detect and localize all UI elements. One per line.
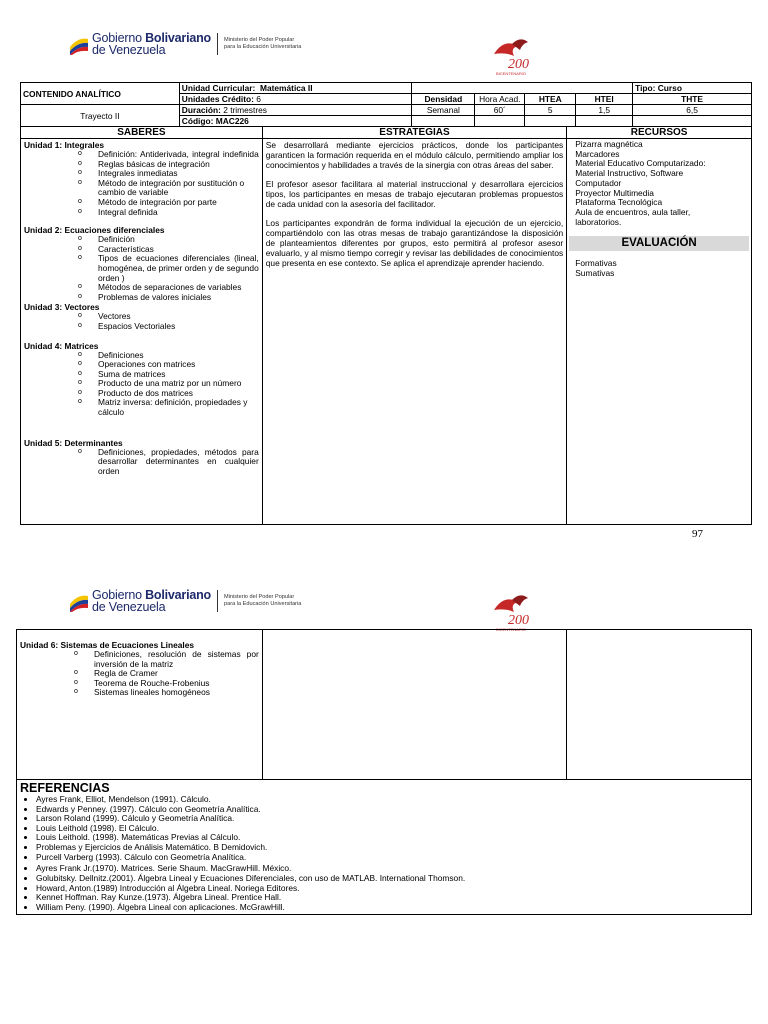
- content-table-page1: [20, 126, 752, 525]
- tipo-label: Tipo: Curso: [633, 83, 752, 94]
- referencias-title: REFERENCIAS: [20, 781, 110, 795]
- recurso-item: Aula de encuentros, aula taller,: [575, 206, 691, 217]
- recurso-item: Material Educativo Computarizado:: [575, 158, 706, 169]
- list-item: o Definiciones: [78, 351, 259, 361]
- contenido-label: CONTENIDO ANALÍTICO: [21, 83, 180, 105]
- estrategia-paragraph: Los participantes expondrán de forma individual la ejecución de un ejercicio, compartiéndolo con las otras mesas de trabajo garantizándose la disposición de planteamientos diferentes por grupos, esto permitirá al profesor asesor evaluarlo, y al mismo tiempo corregir y revisar las debilidades de conocimientos que presenta en ese contexto. Se aplica el aprendizaje aprender haciendo.: [265, 218, 564, 268]
- reference-item: • Howard, Anton.(1989) Introducción al Álgebra Lineal. Noriega Editores.: [36, 884, 748, 894]
- recursos-list: [575, 140, 743, 227]
- htei-value: 1,5: [576, 105, 633, 116]
- government-logo: [68, 32, 301, 56]
- svg-text:200: 200: [508, 613, 529, 628]
- list-item: o Producto de dos matrices: [78, 389, 259, 399]
- list-item: o Características: [78, 245, 259, 255]
- recurso-item: laboratorios.: [575, 216, 622, 227]
- codigo: Código: MAC226: [179, 116, 412, 127]
- trayecto: Trayecto II: [21, 105, 180, 127]
- unit-items: [24, 235, 259, 302]
- reference-item: • Kennet Hoffman. Ray Kunze.(1973). Álgebra Lineal. Prentice Hall.: [36, 893, 748, 903]
- htei-label: HTEI: [576, 94, 633, 105]
- recursos-header: RECURSOS: [567, 127, 752, 139]
- unit-items: [24, 448, 259, 477]
- reference-item: • Purcell Varberg (1993). Cálculo con Geometría Analítica.: [36, 853, 748, 863]
- list-item: o Suma de matrices: [78, 370, 259, 380]
- hora-value: 60´: [475, 105, 525, 116]
- flag-emblem-icon: [68, 590, 90, 612]
- reference-item: • Ayres Frank Jr.(1970). Matrices. Serie Shaum. MacGrawHill. México.: [36, 862, 748, 874]
- list-item: o Teorema de Rouche-Frobenius: [74, 679, 259, 689]
- unit6-cell: [17, 630, 263, 780]
- government-name: Gobierno Bolivariano de Venezuela: [92, 588, 211, 614]
- list-item: o Definición: Antiderivada, integral indefinida: [78, 150, 259, 160]
- ministry-name: Ministerio del Poder Popular para la Educación Universitaria: [223, 37, 302, 50]
- reference-item: • Problemas y Ejercicios de Análisis Matemático. B Demidovich.: [36, 843, 748, 853]
- unit-title: Unidad 1: Integrales: [24, 140, 105, 150]
- list-item: o Integrales inmediatas: [78, 169, 259, 179]
- content-table-page2: [16, 629, 752, 915]
- list-item: o Matriz inversa: definición, propiedades y cálculo: [78, 398, 259, 417]
- page-number: 97: [692, 528, 703, 540]
- htea-label: HTEA: [525, 94, 576, 105]
- course-info-table: [20, 82, 752, 127]
- list-item: o Definición: [78, 235, 259, 245]
- unit-title: Unidad 4: Matrices: [24, 340, 99, 351]
- svg-text:200: 200: [508, 57, 529, 72]
- duracion: Duración: 2 trimestres: [179, 105, 412, 116]
- list-item: o Reglas básicas de integración: [78, 160, 259, 170]
- reference-item: • Ayres Frank, Elliot, Mendelson (1991). Cálculo.: [36, 795, 748, 805]
- unit-items: [24, 312, 259, 331]
- estrategias-column: [262, 139, 566, 525]
- unidad-curricular: Unidad Curricular: Matemática II: [179, 83, 412, 94]
- evaluacion-item: Formativas: [575, 258, 617, 269]
- bicentenario-logo: [488, 592, 544, 632]
- reference-item: • Larson Roland (1999). Cálculo y Geometría Analítica.: [36, 814, 748, 824]
- estrategias-header: ESTRATEGIAS: [262, 127, 566, 139]
- unit-title: Unidad 2: Ecuaciones diferenciales: [24, 225, 165, 236]
- recurso-item: Pizarra magnética: [575, 139, 643, 149]
- unit-items: [20, 650, 259, 698]
- unit-items: [24, 150, 259, 217]
- list-item: o Vectores: [78, 312, 259, 322]
- list-item: o Tipos de ecuaciones diferenciales (lineal, homogénea, de primer orden y de segundo orden ): [78, 254, 259, 283]
- evaluacion-item: Sumativas: [575, 268, 615, 279]
- list-item: o Regla de Cramer: [74, 669, 259, 679]
- list-item: o Métodos de separaciones de variables: [78, 283, 259, 293]
- referencias-list: [20, 795, 748, 913]
- list-item: o Método de integración por parte: [78, 198, 259, 208]
- saberes-column: [21, 139, 263, 525]
- thte-label: THTE: [633, 94, 752, 105]
- recurso-item: Computador: [575, 177, 622, 188]
- list-item: o Sistemas lineales homogéneos: [74, 688, 259, 698]
- saberes-header: SABERES: [21, 127, 263, 139]
- densidad-value: Semanal: [412, 105, 475, 116]
- unit-title: Unidad 6: Sistemas de Ecuaciones Lineales: [20, 640, 195, 650]
- svg-text:BICENTENARIO: BICENTENARIO: [496, 71, 527, 76]
- unidades-credito: Unidades Crédito: 6: [179, 94, 412, 105]
- evaluacion-list: [575, 259, 743, 278]
- svg-text:BICENTENARIO: BICENTENARIO: [496, 627, 527, 632]
- unit-title: Unidad 5: Determinantes: [24, 437, 123, 448]
- flag-emblem-icon: [68, 33, 90, 55]
- government-name: Gobierno Bolivariano de Venezuela: [92, 31, 211, 57]
- recurso-item: Plataforma Tecnológica: [575, 197, 663, 208]
- recurso-item: Proyector Multimedia: [575, 187, 654, 198]
- list-item: o Definiciones, resolución de sistemas por inversión de la matriz: [74, 650, 259, 669]
- reference-item: • William Peny. (1990). Álgebra Lineal con aplicaciones. McGrawHill.: [36, 903, 748, 913]
- recurso-item: Material Instructivo, Software: [575, 168, 684, 179]
- thte-value: 6,5: [633, 105, 752, 116]
- referencias-cell: [17, 780, 752, 915]
- list-item: o Método de integración por sustitución o cambio de variable: [78, 179, 259, 198]
- unit-title: Unidad 3: Vectores: [24, 302, 100, 313]
- unit-items: [24, 351, 259, 418]
- htea-value: 5: [525, 105, 576, 116]
- evaluacion-header: EVALUACIÓN: [569, 236, 749, 251]
- reference-item: • Edwards y Penney. (1997). Cálculo con Geometría Analítica.: [36, 805, 748, 815]
- list-item: o Definiciones, propiedades, métodos para desarrollar determinantes en cualquier orden: [78, 448, 259, 477]
- list-item: o Espacios Vectoriales: [78, 322, 259, 332]
- reference-item: • Louis Leithold. (1998). Matemáticas Previas al Cálculo.: [36, 833, 748, 843]
- list-item: o Problemas de valores iniciales: [78, 293, 259, 303]
- reference-item: • Golubitsky. Dellnitz.(2001). Álgebra Lineal y Ecuaciones Diferenciales, con uso de MATLAB. International Thomson.: [36, 874, 748, 884]
- estrategia-paragraph: Se desarrollará mediante ejercicios prácticos, donde los participantes garanticen la formación requerida en el módulo cálculo, permitiendo ampliar los conocimientos y habilidades a través de la sinergia con otras áreas del saber.: [265, 140, 564, 170]
- recurso-item: Marcadores: [575, 148, 620, 159]
- recursos-column: [567, 139, 752, 525]
- government-logo: [68, 589, 301, 613]
- estrategia-paragraph: El profesor asesor facilitara al material instruccional y desarrollara ejercicios tipos, los participantes en mesas de trabajo ejecutaran problemas propuestos de cada unidad con la asesoría del facilitador.: [265, 179, 564, 209]
- list-item: o Operaciones con matrices: [78, 360, 259, 370]
- reference-item: • Louis Leithold (1998). El Cálculo.: [36, 824, 748, 834]
- densidad-label: Densidad: [412, 94, 475, 105]
- hora-label: Hora Acad.: [475, 94, 525, 105]
- list-item: o Producto de una matriz por un número: [78, 379, 259, 389]
- list-item: o Integral definida: [78, 208, 259, 218]
- bicentenario-logo: [488, 36, 544, 76]
- ministry-name: Ministerio del Poder Popular para la Educación Universitaria: [223, 594, 302, 607]
